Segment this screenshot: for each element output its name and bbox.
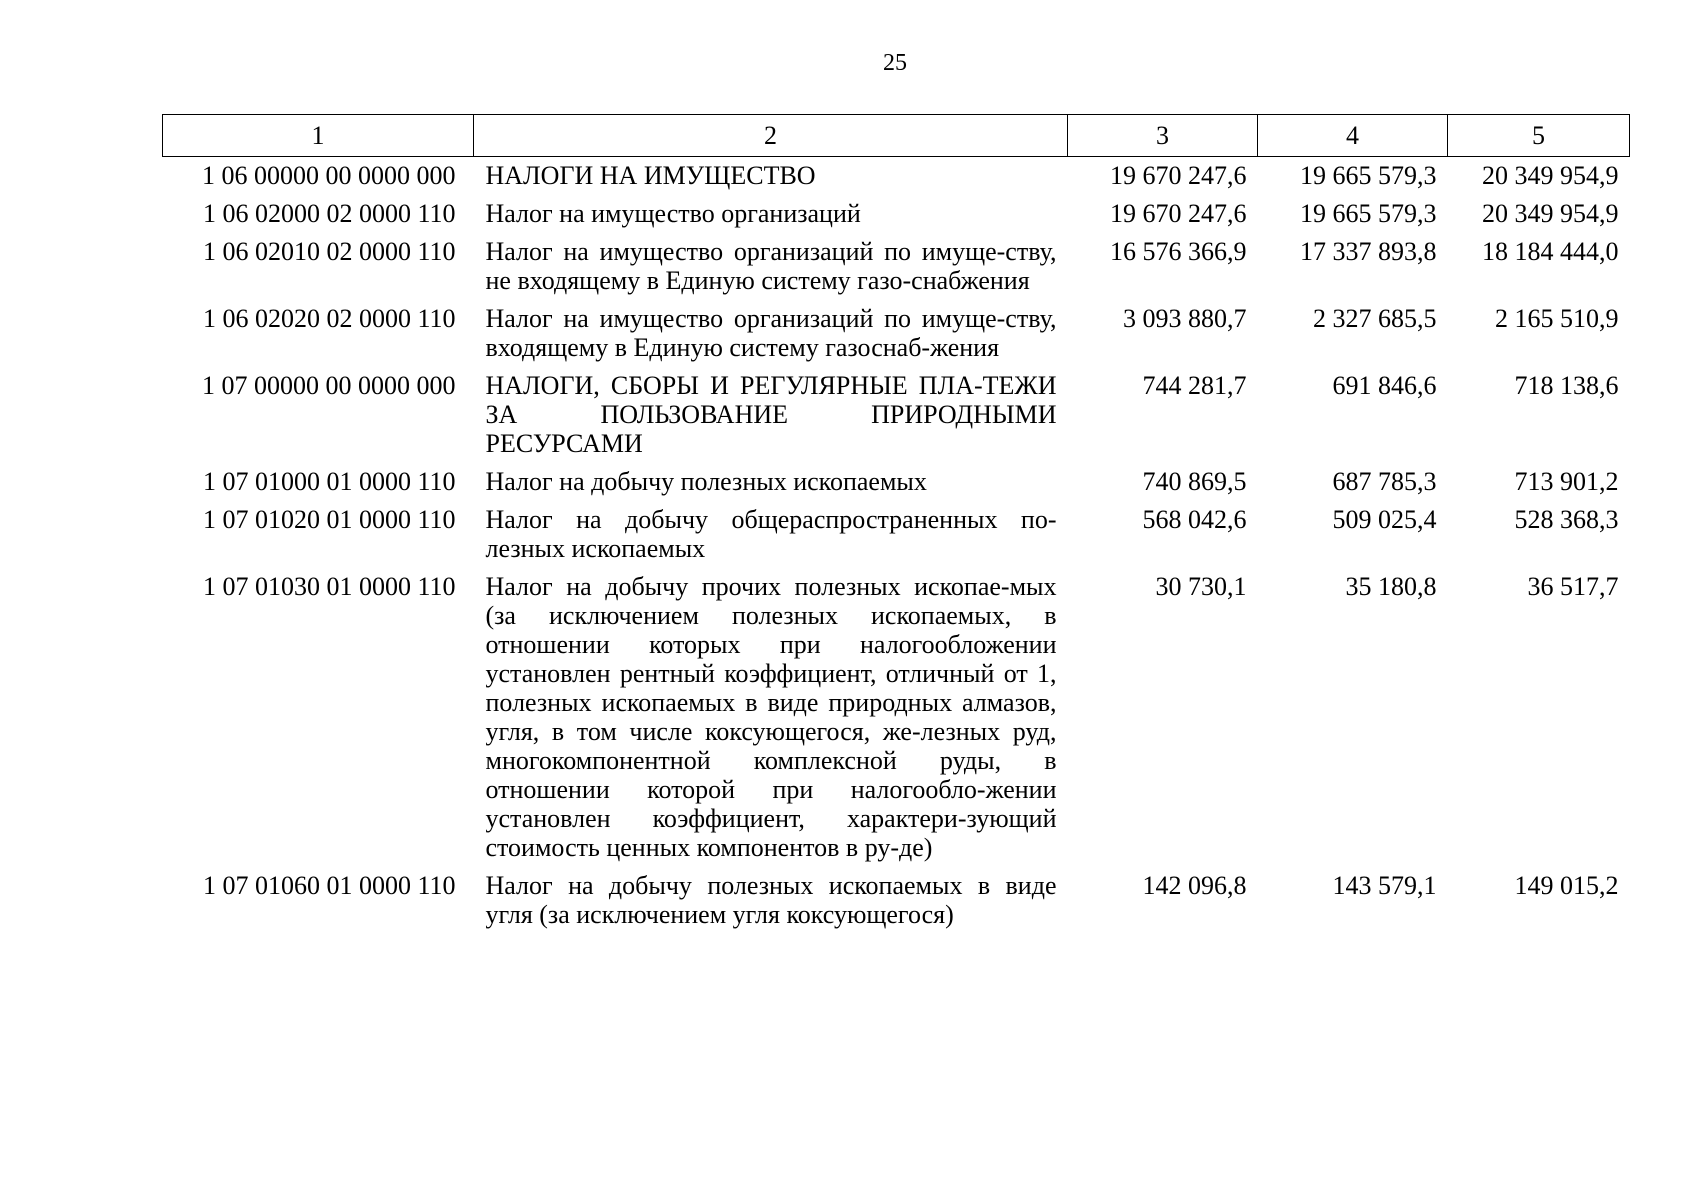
table-row [163,871,1630,938]
row-value-3: 30 730,1 [1155,572,1247,601]
budget-table [162,114,1630,938]
row-code: 1 06 00000 00 0000 000 [202,161,456,190]
row-name: НАЛОГИ, СБОРЫ И РЕГУЛЯРНЫЕ ПЛА-ТЕЖИ ЗА ПОЛЬЗОВАНИЕ ПРИРОДНЫМИ РЕСУРСАМИ [485,371,1057,458]
row-name: Налог на имущество организаций по имуще-ству, не входящему в Единую систему газо-снабжения [485,237,1057,295]
row-name: Налог на добычу общераспространенных по-лезных ископаемых [485,505,1057,563]
row-value-3: 744 281,7 [1142,371,1247,400]
row-name: Налог на добычу полезных ископаемых в виде угля (за исключением угля коксующегося) [485,871,1057,929]
row-code: 1 06 02020 02 0000 110 [202,304,456,333]
column-header-2: 2 [474,115,1068,157]
table-row [163,572,1630,871]
row-value-4: 143 579,1 [1332,871,1437,900]
row-value-4: 19 665 579,3 [1300,199,1437,228]
row-value-5: 2 165 510,9 [1495,304,1619,333]
row-value-4: 17 337 893,8 [1300,237,1437,266]
table-row [163,237,1630,304]
row-value-3: 16 576 366,9 [1110,237,1247,266]
row-value-5: 718 138,6 [1514,371,1619,400]
column-header-5: 5 [1448,115,1630,157]
row-code: 1 07 01000 01 0000 110 [202,467,456,496]
column-header-4: 4 [1258,115,1448,157]
table-row [163,199,1630,237]
row-value-4: 2 327 685,5 [1313,304,1437,333]
row-value-5: 20 349 954,9 [1482,199,1619,228]
row-value-5: 149 015,2 [1514,871,1619,900]
row-name: Налог на имущество организаций [485,199,861,228]
row-value-3: 740 869,5 [1142,467,1247,496]
table-row [163,505,1630,572]
row-value-5: 18 184 444,0 [1482,237,1619,266]
row-value-4: 687 785,3 [1332,467,1437,496]
row-value-4: 19 665 579,3 [1300,161,1437,190]
table-row [163,371,1630,467]
row-name: Налог на добычу полезных ископаемых [485,467,927,496]
row-value-3: 3 093 880,7 [1123,304,1247,333]
row-code: 1 06 02000 02 0000 110 [202,199,456,228]
row-name: НАЛОГИ НА ИМУЩЕСТВО [485,161,816,190]
row-code: 1 06 02010 02 0000 110 [202,237,456,266]
table-row [163,157,1630,200]
row-name: Налог на добычу прочих полезных ископае-мых (за исключением полезных ископаемых, в отношении которых при налогообложении установлен рентный коэффициент, отличный от 1, полезных ископаемых в виде природных алмазов, угля, в том числе коксующегося, же-лезных руд, многокомпонентной комплексной руды, в отношении которой при налогообло-жении установлен коэффициент, характери-зующий стоимость ценных компонентов в ру-де) [485,572,1057,862]
row-value-3: 568 042,6 [1142,505,1247,534]
row-code: 1 07 01020 01 0000 110 [202,505,456,534]
table-row [163,304,1630,371]
column-header-3: 3 [1068,115,1258,157]
row-name: Налог на имущество организаций по имуще-ству, входящему в Единую систему газоснаб-жения [485,304,1057,362]
row-value-3: 142 096,8 [1142,871,1247,900]
table-header-row [163,115,1630,157]
row-value-5: 20 349 954,9 [1482,161,1619,190]
row-code: 1 07 01060 01 0000 110 [202,871,456,900]
table-row [163,467,1630,505]
column-header-1: 1 [163,115,474,157]
row-value-5: 528 368,3 [1514,505,1619,534]
row-value-3: 19 670 247,6 [1110,199,1247,228]
row-value-3: 19 670 247,6 [1110,161,1247,190]
page-number: 25 [883,50,907,76]
row-code: 1 07 00000 00 0000 000 [202,371,456,400]
row-value-4: 509 025,4 [1332,505,1437,534]
row-value-4: 35 180,8 [1345,572,1437,601]
row-value-5: 36 517,7 [1527,572,1619,601]
row-value-4: 691 846,6 [1332,371,1437,400]
row-code: 1 07 01030 01 0000 110 [202,572,456,601]
row-value-5: 713 901,2 [1514,467,1619,496]
